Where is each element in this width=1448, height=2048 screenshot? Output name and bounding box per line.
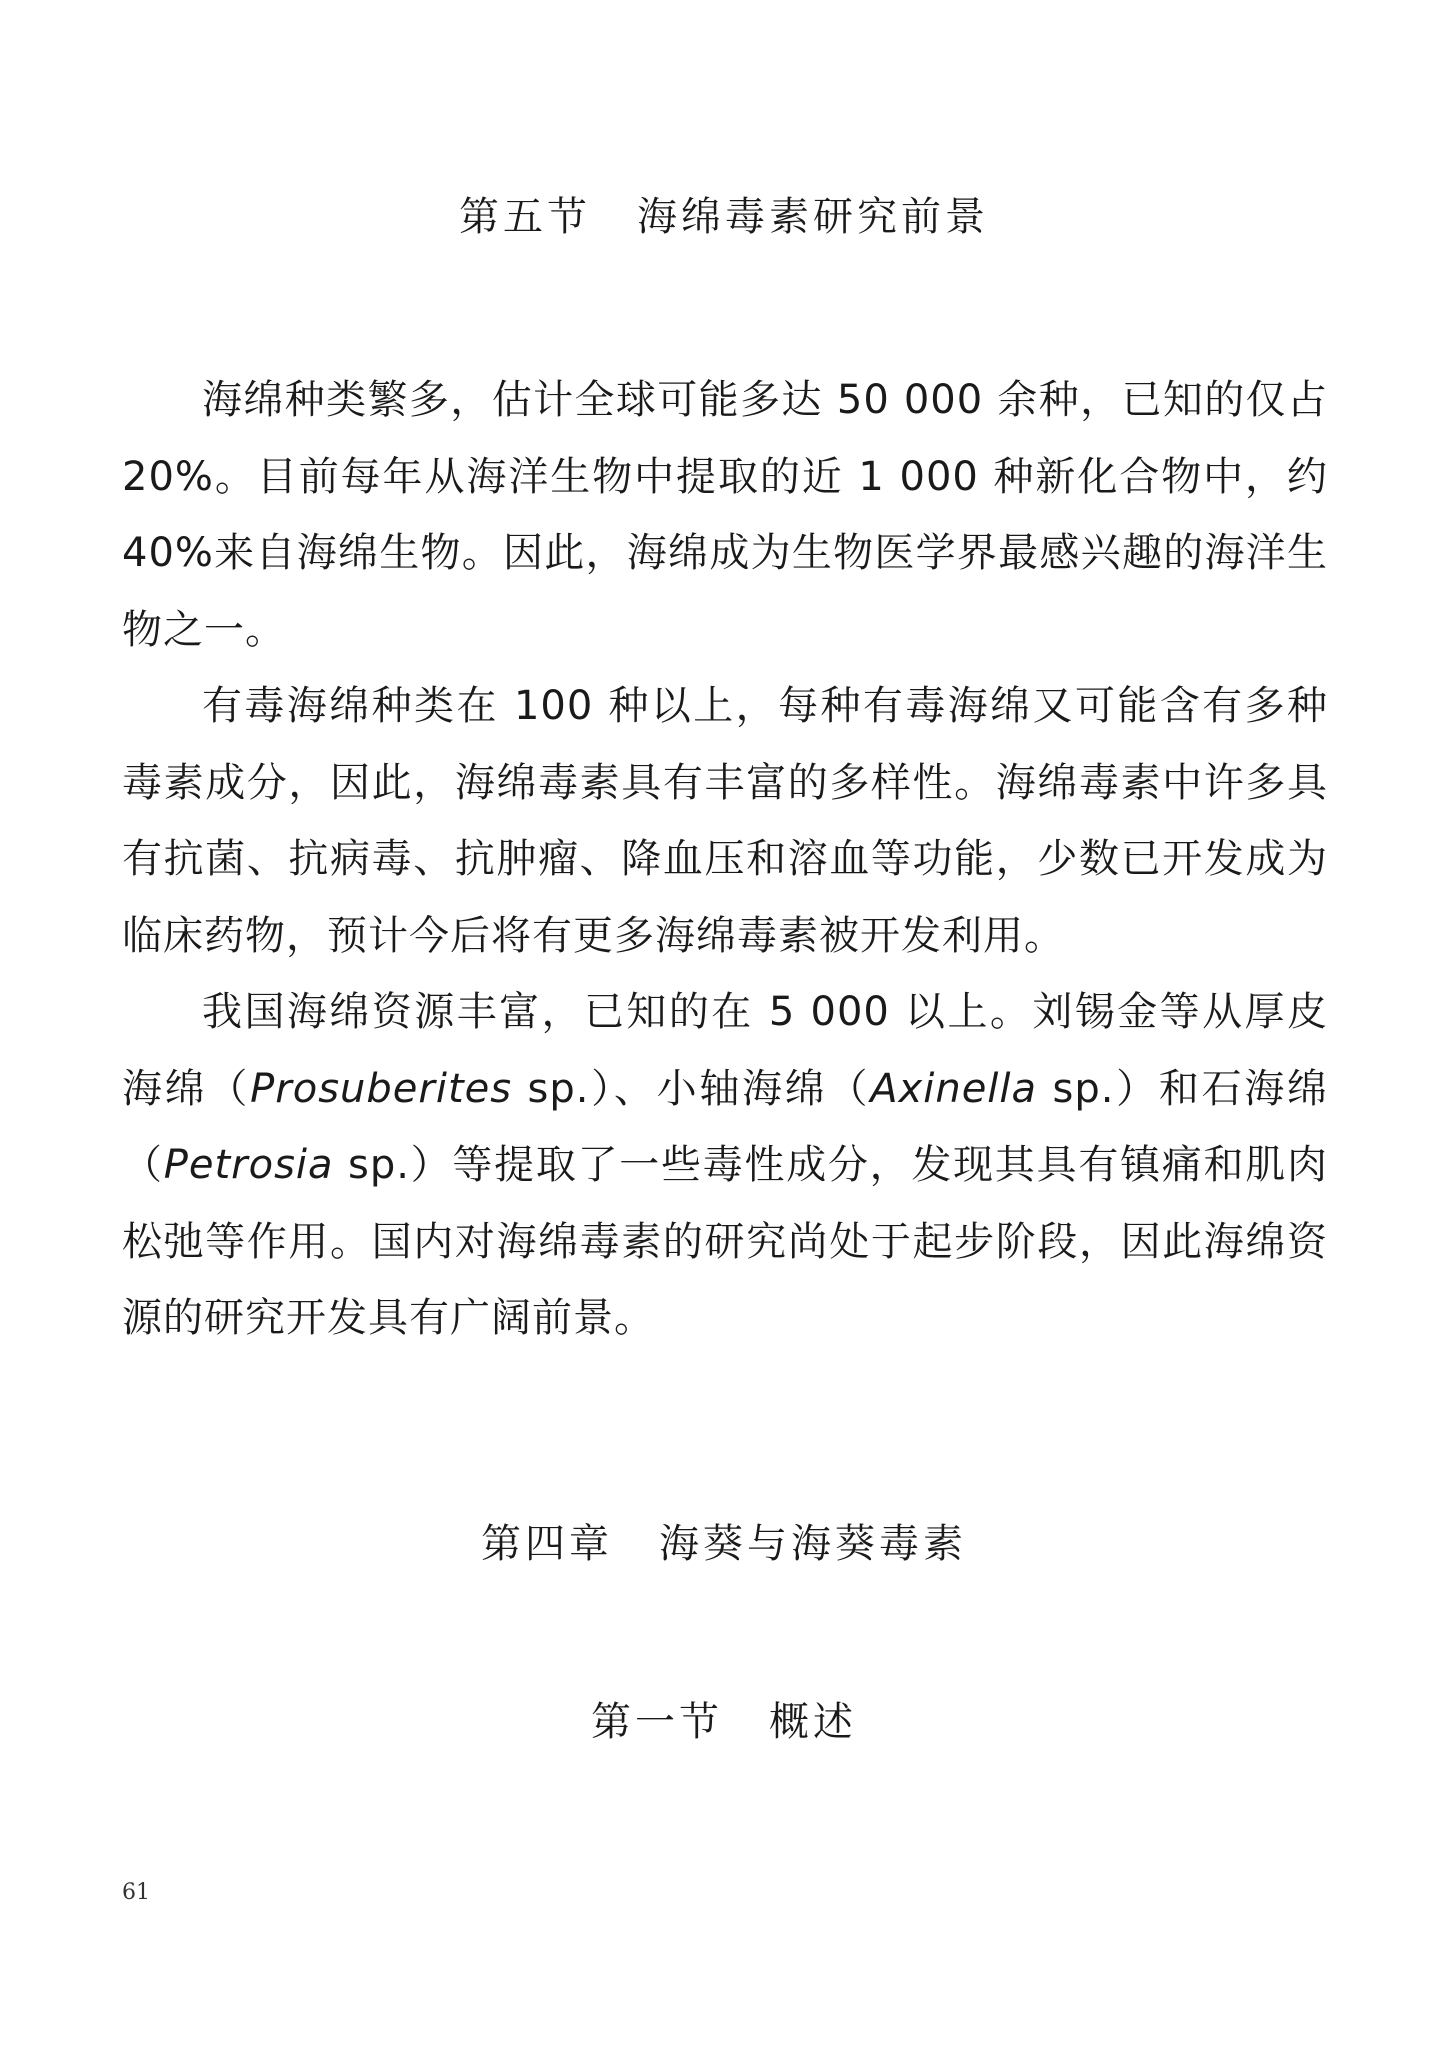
subsection-title: 概述 — [769, 1699, 857, 1745]
section-number: 第五节 — [459, 194, 591, 240]
paragraph-3 — [122, 974, 1328, 1357]
section-title: 海绵毒素研究前景 — [637, 194, 989, 240]
body-text — [122, 362, 1328, 1357]
species-petrosia: Petrosia — [163, 1142, 334, 1188]
paragraph-2: 有毒海绵种类在 100 种以上，每种有毒海绵又可能含有多种毒素成分，因此，海绵毒素具有丰富的多样性。海绵毒素中许多具有抗菌、抗病毒、抗肿瘤、降血压和溶血等功能，少数已开发成为临床药物，预计今后将有更多海绵毒素被开发利用。 — [122, 683, 1328, 959]
subsection-heading — [0, 1690, 1448, 1747]
chapter-heading — [0, 1512, 1448, 1569]
paragraph-3-text-g: sp.）等提取了一些毒性成分，发现其具有镇痛和肌肉松弛等作用。国内对海绵毒素的研究尚处于起步阶段，因此海绵资源的研究开发具有广阔前景。 — [122, 1142, 1328, 1341]
page-number: 61 — [122, 1880, 150, 1905]
section-heading — [0, 185, 1448, 242]
species-prosuberites: Prosuberites — [250, 1065, 513, 1112]
chapter-title: 海葵与海葵毒素 — [659, 1521, 967, 1567]
paragraph-1: 海绵种类繁多，估计全球可能多达 50 000 余种，已知的仅占 20%。目前每年从海洋生物中提取的近 1 000 种新化合物中，约 40%来自海绵生物。因此，海绵成为生物医学界最感兴趣的海洋生物之一。 — [122, 377, 1328, 653]
paragraph-3-text-c: sp.）、小轴海绵（ — [512, 1065, 871, 1112]
subsection-number: 第一节 — [591, 1699, 723, 1745]
species-axinella: Axinella — [870, 1065, 1038, 1112]
paragraph-3-text-a: 我国海绵资源丰富，已知的在 5 000 以上。刘锡金等从厚皮海绵（ — [122, 989, 1328, 1112]
chapter-number: 第四章 — [481, 1521, 613, 1567]
paragraph-3-text-e: sp.）和石海绵（ — [122, 1065, 1328, 1188]
